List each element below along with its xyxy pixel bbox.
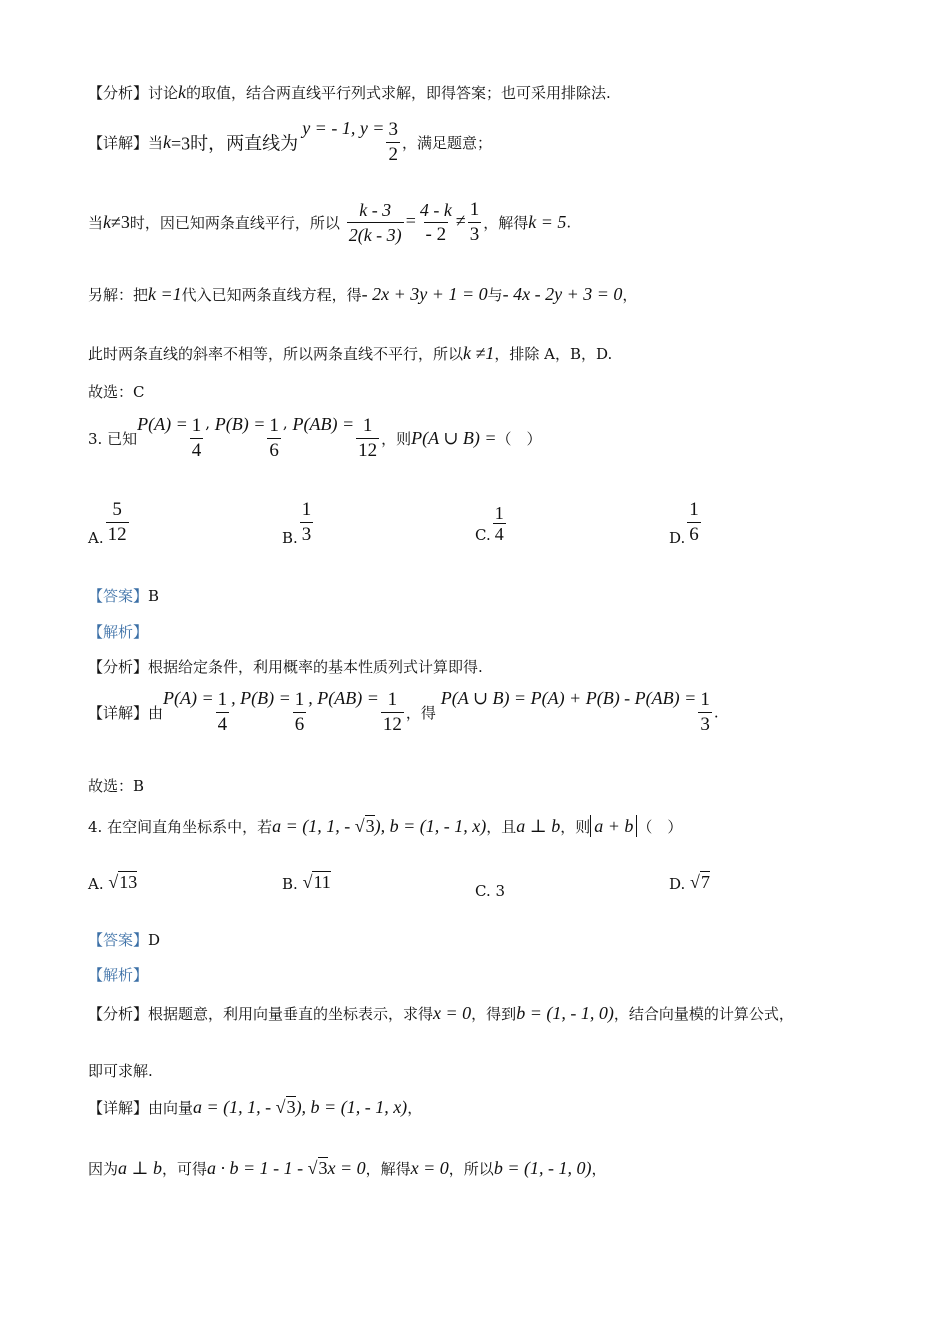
magnitude: a + b <box>590 815 637 837</box>
option-b[interactable]: B. $\frac{1}{3}$ <box>282 499 312 547</box>
detail-4-line-2: 因为a ⊥ b，可得a · b = 1 - 1 - √3x = 0，解得x = 0，所以b = (1, - 1, 0)， <box>88 1158 607 1178</box>
analysis-3: 【分析】根据给定条件，利用概率的基本性质列式计算即得. <box>88 658 483 676</box>
fraction: $\frac{1}{4}$ <box>191 415 202 461</box>
fraction: $\frac{1}{6}$ <box>269 415 279 461</box>
question-3: 3. 已知P(A) = $\frac{1}{4}$ , P(B) = $\frac{1}{6}$ , P(AB) = $\frac{1}{12}$ ，则P(A ∪ B) =（ ） <box>88 414 542 461</box>
detail-line-2: 当k≠3时，因已知两条直线平行，所以 $\frac{k - 3}{2(k - 3)}$ = $\frac{4 - k}{- 2}$ ≠ $\frac{1}{3}$ ，解得k = 5. <box>88 199 572 245</box>
option-d[interactable]: D. √7 <box>669 872 710 893</box>
analysis-4-cont: 即可求解. <box>88 1062 153 1080</box>
analysis-label: 【分析】 <box>88 84 149 102</box>
option-a[interactable]: A. √13 <box>88 872 138 893</box>
fraction: $\frac{1}{3}$ <box>469 199 480 245</box>
detail-3: 【详解】由P(A) = $\frac{1}{4}$ , P(B) = $\frac{1}{6}$ , P(AB) = $\frac{1}{12}$ ，得 P(A ∪ B) = P(A) + P(B) - P(AB) = $\frac{1}{3}$ . <box>88 688 719 735</box>
detail-4: 【详解】由向量a = (1, 1, - √3), b = (1, - 1, x)， <box>88 1097 423 1117</box>
option-b[interactable]: B. √11 <box>282 872 331 893</box>
fraction: $\frac{k - 3}{2(k - 3)}$ <box>348 200 402 245</box>
solution-4-label: 【解析】 <box>88 966 149 984</box>
choice-line: 故选：C <box>88 383 145 401</box>
detail-label: 【详解】 <box>88 134 149 152</box>
question-4: 4. 在空间直角坐标系中，若a = (1, 1, - √3), b = (1, - 1, x)，且a ⊥ b，则 a + b （ ） <box>88 816 683 836</box>
fraction: $\frac{4 - k}{- 2}$ <box>419 200 452 245</box>
detail-line-1: 【详解】当k=3时，两直线为y = - 1, y = $\frac{3}{2}$ ，满足题意； <box>88 118 492 165</box>
option-c[interactable]: C. $\frac{1}{4}$ <box>475 503 504 544</box>
option-c[interactable]: C. 3 <box>475 882 506 900</box>
option-d[interactable]: D. $\frac{1}{6}$ <box>669 499 699 547</box>
analysis-4: 【分析】根据题意，利用向量垂直的坐标表示，求得x = 0，得到b = (1, - 1, 0)，结合向量模的计算公式， <box>88 1003 794 1023</box>
choice-3: 故选：B <box>88 777 145 795</box>
option-a[interactable]: A. $\frac{5}{12}$ <box>88 499 127 547</box>
fraction: $\frac{3}{2}$ <box>388 119 398 165</box>
fraction: $\frac{1}{12}$ <box>358 415 378 461</box>
alt-solution-line: 另解：把k =1代入已知两条直线方程，得- 2x + 3y + 1 = 0与- 4x - 2y + 3 = 0， <box>88 284 638 304</box>
alt-solution-line-2: 此时两条直线的斜率不相等，所以两条直线不平行，所以k ≠1，排除 A，B，D. <box>88 343 613 363</box>
answer-3: 【答案】B <box>88 587 160 605</box>
analysis-line-1: 【分析】讨论k的取值，结合两直线平行列式求解，即得答案；也可采用排除法. <box>88 82 611 102</box>
answer-4: 【答案】D <box>88 931 161 949</box>
solution-3-label: 【解析】 <box>88 623 149 641</box>
